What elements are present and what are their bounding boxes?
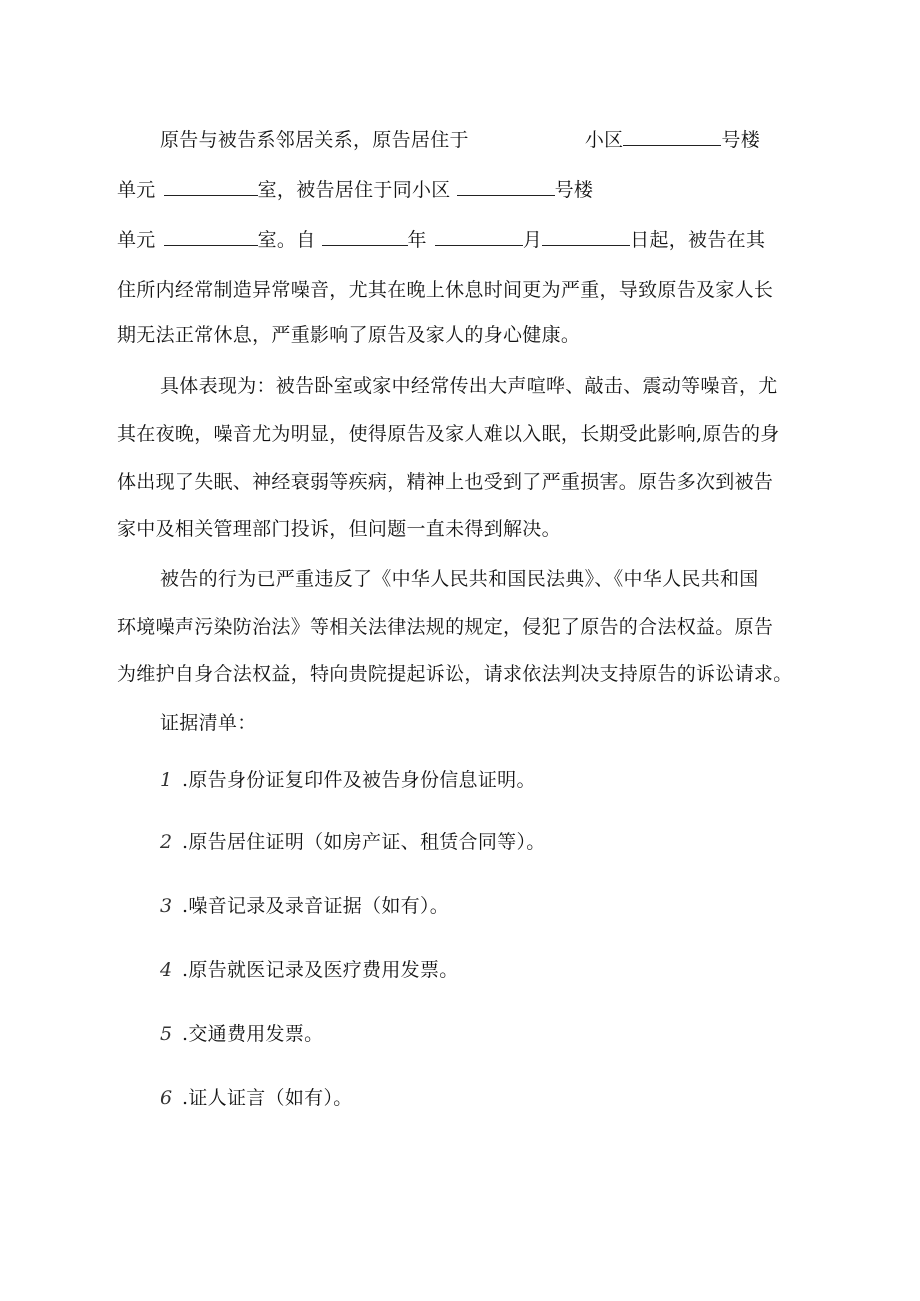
paragraph-2-line-2: 其在夜晚，噪音尤为明显，使得原告及家人难以入眠，长期受此影响,原告的身 bbox=[117, 423, 780, 445]
text-segment: 室。自 bbox=[257, 229, 316, 251]
evidence-heading: 证据清单： bbox=[160, 712, 257, 734]
evidence-item bbox=[160, 767, 536, 793]
text-segment: 号楼 bbox=[721, 129, 761, 151]
fill-blank bbox=[164, 177, 258, 196]
text-segment: 单元 bbox=[117, 229, 156, 251]
evidence-item bbox=[160, 957, 459, 983]
fill-blank bbox=[457, 177, 555, 196]
paragraph-2-line-4: 家中及相关管理部门投诉，但问题一直未得到解决。 bbox=[117, 518, 561, 540]
fill-blank bbox=[322, 227, 408, 246]
item-text: .原告就医记录及医疗费用发票。 bbox=[182, 959, 459, 981]
paragraph-1-line-2 bbox=[117, 177, 593, 203]
item-number: 1 bbox=[160, 769, 173, 791]
item-number: 6 bbox=[160, 1087, 173, 1109]
item-text: .噪音记录及录音证据（如有）。 bbox=[182, 895, 450, 917]
paragraph-1-line-1 bbox=[160, 127, 760, 153]
paragraph-3-line-1: 被告的行为已严重违反了《中华人民共和国民法典》、《中华人民共和国 bbox=[160, 568, 759, 590]
item-number: 2 bbox=[160, 831, 173, 853]
item-text: .原告居住证明（如房产证、租赁合同等）。 bbox=[182, 831, 546, 853]
paragraph-1-line-5: 期无法正常休息，严重影响了原告及家人的身心健康。 bbox=[117, 324, 581, 346]
text-segment: 小区 bbox=[584, 129, 624, 151]
item-number: 4 bbox=[160, 959, 173, 981]
fill-blank bbox=[435, 227, 523, 246]
text-segment: 室，被告居住于同小区 bbox=[257, 179, 451, 201]
item-number: 5 bbox=[160, 1023, 173, 1045]
evidence-item bbox=[160, 829, 546, 855]
paragraph-3-line-2: 环境噪声污染防治法》等相关法律法规的规定，侵犯了原告的合法权益。原告 bbox=[117, 616, 774, 638]
paragraph-1-line-4: 住所内经常制造异常噪音，尤其在晚上休息时间更为严重，导致原告及家人长 bbox=[117, 279, 774, 301]
evidence-item bbox=[160, 1021, 323, 1047]
item-text: .交通费用发票。 bbox=[182, 1023, 324, 1045]
text-segment: 日起，被告在其 bbox=[630, 229, 766, 251]
fill-blank bbox=[623, 127, 721, 146]
paragraph-1-line-3 bbox=[117, 227, 765, 253]
text-segment: 单元 bbox=[117, 179, 156, 201]
fill-blank bbox=[164, 227, 258, 246]
text-segment: 年 bbox=[407, 229, 427, 251]
item-number: 3 bbox=[160, 895, 173, 917]
paragraph-2-line-1: 具体表现为：被告卧室或家中经常传出大声喧哗、敲击、震动等噪音，尤 bbox=[160, 375, 778, 397]
text-segment: 号楼 bbox=[554, 179, 594, 201]
paragraph-3-line-3: 为维护自身合法权益，特向贵院提起诉讼，请求依法判决支持原告的诉讼请求。 bbox=[117, 663, 793, 685]
evidence-item bbox=[160, 893, 449, 919]
text-segment: 原告与被告系邻居关系，原告居住于 bbox=[160, 129, 469, 151]
evidence-item bbox=[160, 1085, 353, 1111]
item-text: .证人证言（如有）。 bbox=[182, 1087, 353, 1109]
fill-blank bbox=[542, 227, 630, 246]
item-text: .原告身份证复印件及被告身份信息证明。 bbox=[182, 769, 536, 791]
paragraph-2-line-3: 体出现了失眠、神经衰弱等疾病，精神上也受到了严重损害。原告多次到被告 bbox=[117, 471, 774, 493]
text-segment: 月 bbox=[522, 229, 543, 251]
